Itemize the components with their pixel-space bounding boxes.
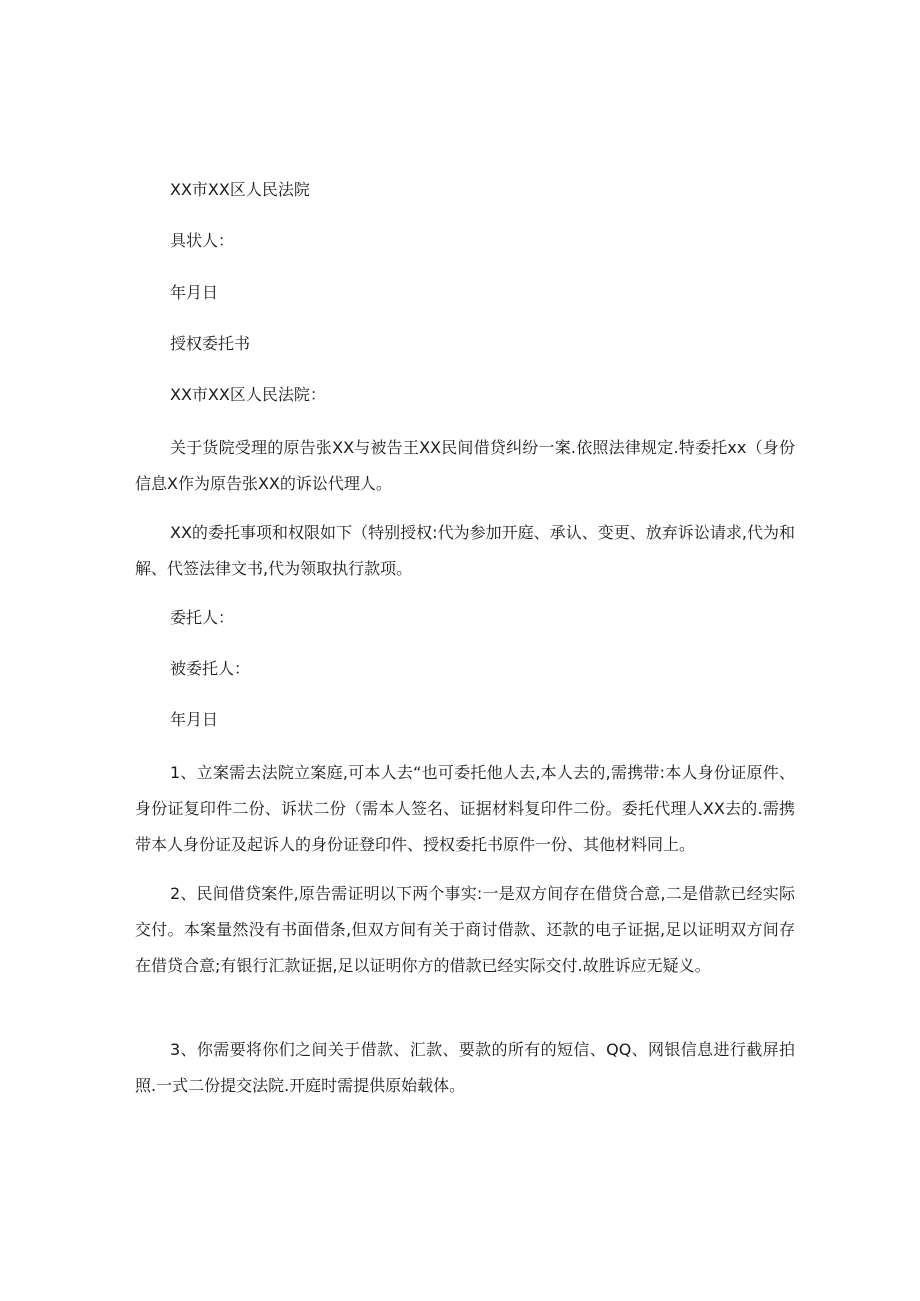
poa-paragraph: XX的委托事项和权限如下（特别授权:代为参加开庭、承认、变更、放弃诉讼请求,代为和解、代签法律文书,代为领取执行款项。: [135, 523, 795, 578]
poa-title: 授权委托书: [170, 334, 251, 353]
date-label: 年月日: [170, 283, 219, 302]
poa-paragraph: 关于货院受理的原告张XX与被告王XX民间借贷纠纷一案.依照法律规定.特委托xx（身份信息X作为原告张XX的诉讼代理人。: [135, 438, 795, 493]
poa-addressee: XX市XX区人民法院：: [170, 385, 326, 404]
note-paragraph: 3、你需要将你们之间关于借款、汇款、要款的所有的短信、QQ、网银信息进行截屏拍照.一式二份提交法院.开庭时需提供原始载体。: [135, 1040, 795, 1095]
court-heading: XX市XX区人民法院: [170, 180, 310, 199]
agent-label: 被委托人：: [170, 659, 251, 678]
note-paragraph: 2、民间借贷案件,原告需证明以下两个事实:一是双方间存在借贷合意,二是借款已经实际交付。本案量然没有书面借条,但双方间有关于商讨借款、还款的电子证据,足以证明双方间存在借贷合意;有银行汇款证据,足以证明你方的借款已经实际交付.故胜诉应无疑义。: [135, 884, 795, 975]
complainant-label: 具状人：: [170, 231, 235, 250]
date-label: 年月日: [170, 710, 219, 729]
principal-label: 委托人：: [170, 608, 235, 627]
note-paragraph: 1、立案需去法院立案庭,可本人去“也可委托他人去,本人去的,需携带:本人身份证原件、身份证复印件二份、诉状二份（需本人签名、证据材料复印件二份。委托代理人XX去的.需携带本人身份证及起诉人的身份证登印件、授权委托书原件一份、其他材料同上。: [135, 763, 795, 854]
